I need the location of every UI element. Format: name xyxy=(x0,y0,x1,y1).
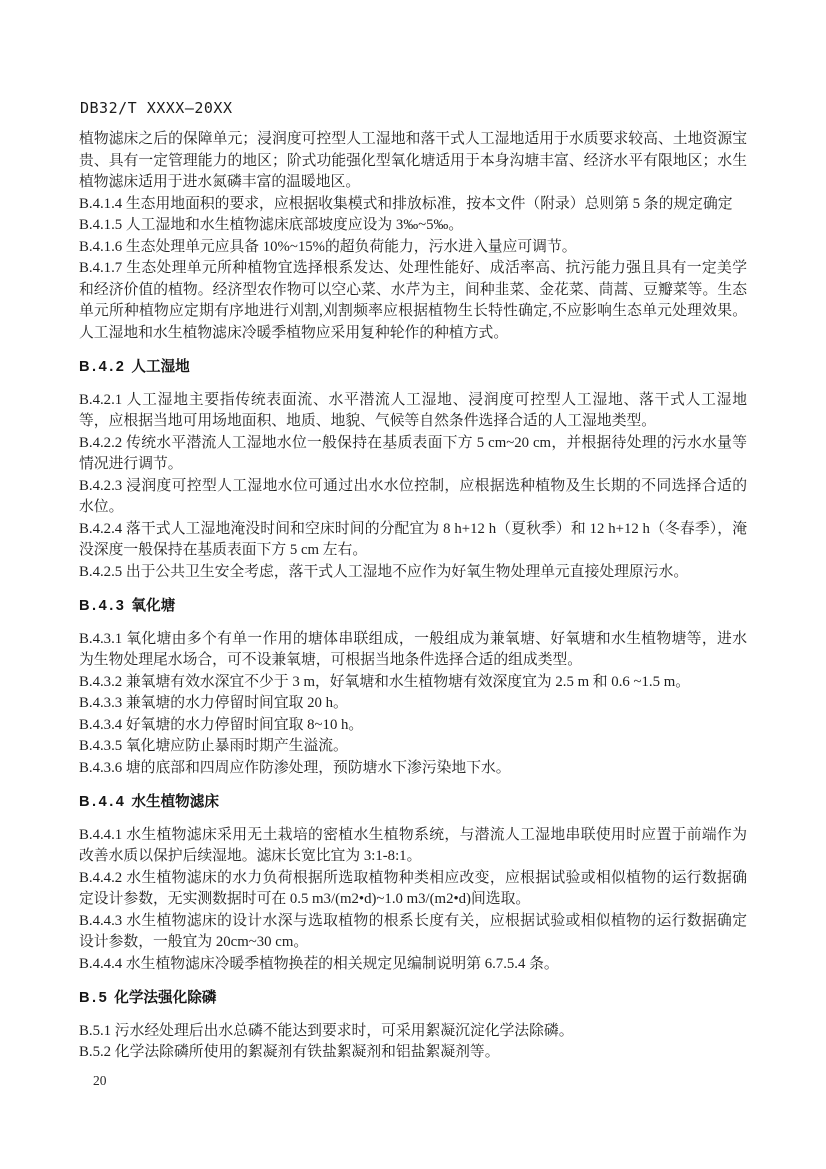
clause-paragraph xyxy=(79,237,747,259)
clause-number: B.4.2.1 xyxy=(79,391,123,408)
paragraph xyxy=(79,129,747,194)
section-heading xyxy=(79,596,747,618)
clause-text: 水生植物滤床采用无土栽培的密植水生植物系统，与潜流人工湿地串联使用时应置于前端作为改善水质以保护后续湿地。滤床长宽比宜为 3:1-8:1。 xyxy=(79,826,747,864)
clause-paragraph xyxy=(79,215,747,237)
clause-text: 植物滤床之后的保障单元；浸润度可控型人工湿地和落干式人工湿地适用于水质要求较高、土地资源宝贵、具有一定管理能力的地区；阶式功能强化型氧化塘适用于本身沟塘丰富、经济水平有限地区；水生植物滤床适用于进水氮磷丰富的温暖地区。 xyxy=(79,131,747,190)
section-number: B.4.4 xyxy=(79,794,127,810)
clause-text: 水生植物滤床的设计水深与选取植物的根系长度有关，应根据试验或相似植物的运行数据确定设计参数，一般宜为 20cm~30 cm。 xyxy=(79,912,747,950)
page-number: 20 xyxy=(93,1073,107,1088)
clause-number: B.4.1.5 xyxy=(79,217,123,233)
clause-text: 化学法除磷所使用的絮凝剂有铁盐絮凝剂和铝盐絮凝剂等。 xyxy=(114,1044,500,1060)
clause-paragraph xyxy=(79,758,747,780)
clause-number: B.4.4.4 xyxy=(79,955,123,972)
clause-text: 传统水平潜流人工湿地水位一般保持在基质表面下方 5 cm~20 cm，并根据待处理的污水水量等情况进行调节。 xyxy=(79,434,747,472)
clause-paragraph xyxy=(79,715,747,737)
clause-text: 好氧塘的水力停留时间宜取 8~10 h。 xyxy=(125,716,364,733)
clause-paragraph xyxy=(79,825,747,868)
clause-paragraph xyxy=(79,736,747,758)
clause-number: B.4.2.5 xyxy=(79,563,123,580)
clause-text: 污水经处理后出水总磷不能达到要求时，可采用絮凝沉淀化学法除磷。 xyxy=(114,1022,574,1039)
clause-text: 生态处理单元应具备 10%~15%的超负荷能力，污水进入量应可调节。 xyxy=(125,238,577,255)
clause-text: 生态用地面积的要求，应根据收集模式和排放标准，按本文件（附录）总则第 5 条的规定确定 xyxy=(125,195,733,212)
clause-paragraph xyxy=(79,562,747,584)
clause-paragraph xyxy=(79,629,747,672)
clause-number: B.4.2.2 xyxy=(79,434,123,451)
clause-number: B.4.3.6 xyxy=(79,759,123,776)
clause-text: 塘的底部和四周应作防渗处理，预防塘水下渗污染地下水。 xyxy=(125,759,511,776)
clause-number: B.4.1.7 xyxy=(79,260,123,276)
clause-number: B.4.2.4 xyxy=(79,520,123,537)
clause-paragraph xyxy=(79,476,747,519)
clause-number: B.4.3.5 xyxy=(79,738,123,754)
clause-paragraph xyxy=(79,390,747,433)
section-title: 化学法强化除磷 xyxy=(114,990,217,1006)
section-number: B.5 xyxy=(79,990,110,1006)
section-heading xyxy=(79,988,747,1010)
clause-number: B.4.1.6 xyxy=(79,238,123,255)
clause-text: 水生植物滤床的水力负荷根据所选取植物种类相应改变，应根据试验或相似植物的运行数据确定设计参数，无实测数据时可在 0.5 m3/(m2•d)~1.0 m3/(m2•d)间选取。 xyxy=(79,869,747,907)
clause-text: 落干式人工湿地淹没时间和空床时间的分配宜为 8 h+12 h（夏秋季）和 12 h+12 h（冬春季），淹没深度一般保持在基质表面下方 5 cm 左右。 xyxy=(79,520,747,558)
clause-number: B.4.3.4 xyxy=(79,716,123,733)
clause-text: 浸润度可控型人工湿地水位可通过出水水位控制，应根据选种植物及生长期的不同选择合适的水位。 xyxy=(79,477,747,515)
section-heading xyxy=(79,357,747,379)
section-title: 水生植物滤床 xyxy=(131,794,219,810)
clause-text: 出于公共卫生安全考虑，落干式人工湿地不应作为好氧生物处理单元直接处理原污水。 xyxy=(125,563,689,580)
running-header: DB32/T XXXX—20XX xyxy=(80,99,233,117)
clause-number: B.4.2.3 xyxy=(79,477,123,494)
clause-text: 水生植物滤床冷暖季植物换茬的相关规定见编制说明第 6.7.5.4 条。 xyxy=(125,955,559,972)
document-body xyxy=(79,129,747,1064)
clause-paragraph xyxy=(79,1021,747,1043)
section-heading xyxy=(79,792,747,814)
clause-number: B.4.1.4 xyxy=(79,195,123,212)
section-number: B.4.2 xyxy=(79,359,127,375)
clause-paragraph xyxy=(79,194,747,216)
clause-paragraph xyxy=(79,954,747,976)
clause-paragraph xyxy=(79,1042,747,1064)
clause-text: 氧化塘应防止暴雨时期产生溢流。 xyxy=(125,738,348,754)
clause-number: B.4.4.3 xyxy=(79,912,123,929)
clause-number: B.4.4.1 xyxy=(79,826,123,843)
clause-paragraph xyxy=(79,911,747,954)
clause-number: B.5.2 xyxy=(79,1044,112,1060)
clause-number: B.4.4.2 xyxy=(79,869,123,886)
clause-text: 生态处理单元所种植物宜选择根系发达、处理性能好、成活率高、抗污能力强且具有一定美学和经济价值的植物。经济型农作物可以空心菜、水芹为主，间种韭菜、金花菜、茼蒿、豆瓣菜等。生态单元所种植物应定期有序地进行刈割,刈割频率应根据植物生长特性确定,不应影响生态单元处理效果。人工湿地和水生植物滤床冷暖季植物应采用复种轮作的种植方式。 xyxy=(79,260,747,341)
clause-paragraph xyxy=(79,868,747,911)
clause-paragraph xyxy=(79,693,747,715)
clause-text: 兼氧塘有效水深宜不少于 3 m，好氧塘和水生植物塘有效深度宜为 2.5 m 和 0.6 ~1.5 m。 xyxy=(125,673,691,690)
clause-text: 兼氧塘的水力停留时间宜取 20 h。 xyxy=(125,695,348,711)
clause-paragraph xyxy=(79,672,747,694)
clause-text: 氧化塘由多个有单一作用的塘体串联组成，一般组成为兼氧塘、好氧塘和水生植物塘等，进水为生物处理尾水场合，可不设兼氧塘，可根据当地条件选择合适的组成类型。 xyxy=(79,630,747,668)
clause-paragraph xyxy=(79,433,747,476)
section-title: 氧化塘 xyxy=(131,598,176,614)
clause-paragraph xyxy=(79,519,747,562)
clause-number: B.4.3.2 xyxy=(79,673,123,690)
clause-paragraph xyxy=(79,258,747,344)
clause-text: 人工湿地主要指传统表面流、水平潜流人工湿地、浸润度可控型人工湿地、落干式人工湿地等，应根据当地可用场地面积、地质、地貌、气候等自然条件选择合适的人工湿地类型。 xyxy=(79,391,747,429)
section-number: B.4.3 xyxy=(79,598,127,614)
clause-text: 人工湿地和水生植物滤床底部坡度应设为 3‰~5‰。 xyxy=(125,217,464,233)
clause-number: B.5.1 xyxy=(79,1022,112,1039)
clause-number: B.4.3.3 xyxy=(79,695,123,711)
section-title: 人工湿地 xyxy=(131,359,190,375)
clause-number: B.4.3.1 xyxy=(79,630,123,647)
